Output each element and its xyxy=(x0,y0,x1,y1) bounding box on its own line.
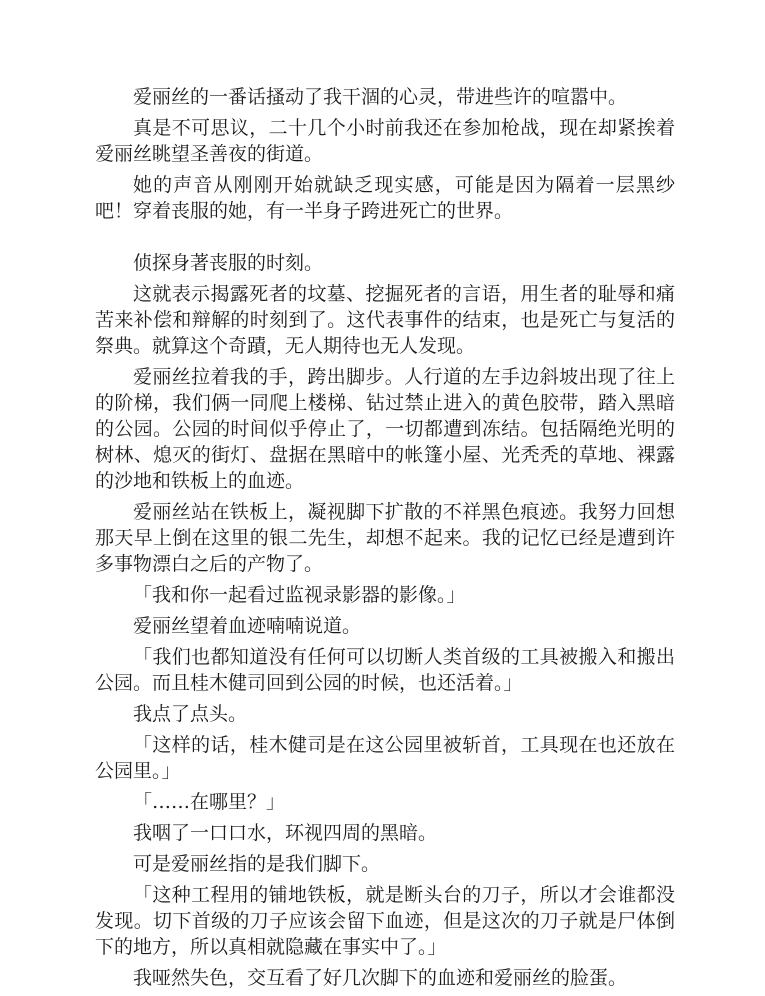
paragraph-1: 爱丽丝的一番话搔动了我干涸的心灵，带进些许的喧嚣中。 xyxy=(133,86,628,108)
text-body xyxy=(95,84,675,996)
dialogue-5: 「这种工程用的铺地铁板，就是断头台的刀子，所以才会谁都没发现。切下首级的刀子应该会留下血迹，但是这次的刀子就是尸体倒下的地方，所以真相就隐藏在事实中了。」 xyxy=(95,884,675,958)
paragraph-10: 我咽了一口口水，环视四周的黑暗。 xyxy=(133,822,438,844)
dialogue-4: 「……在哪里？」 xyxy=(133,791,286,813)
dialogue-2: 「我们也都知道没有任何可以切断人类首级的工具被搬入和搬出公园。而且桂木健司回到公园的时候，也还活着。」 xyxy=(95,646,675,694)
dialogue-3: 「这样的话，桂木健司是在这公园里被斩首，工具现在也还放在公园里。」 xyxy=(95,734,675,782)
paragraph-9: 我点了点头。 xyxy=(133,703,248,725)
paragraph-7: 爱丽丝站在铁板上，凝视脚下扩散的不祥黑色痕迹。我努力回想那天早上倒在这里的银二先生，却想不起来。我的记忆已经是遭到许多事物漂白之后的产物了。 xyxy=(95,501,675,575)
paragraph-12: 我哑然失色，交互看了好几次脚下的血迹和爱丽丝的脸蛋。 xyxy=(133,967,628,989)
paragraph-11: 可是爱丽丝指的是我们脚下。 xyxy=(133,853,381,875)
paragraph-2: 真是不可思议，二十几个小时前我还在参加枪战，现在却紧挨着爱丽丝眺望圣善夜的街道。 xyxy=(95,117,675,165)
paragraph-8: 爱丽丝望着血迹喃喃说道。 xyxy=(133,615,362,637)
paragraph-4: 侦探身著丧服的时刻。 xyxy=(133,252,324,274)
paragraph-6: 爱丽丝拉着我的手，跨出脚步。人行道的左手边斜坡出现了往上的阶梯，我们俩一同爬上楼梯、钻过禁止进入的黄色胶带，踏入黑暗的公园。公园的时间似乎停止了，一切都遭到冻结。包括隔绝光明的树林、熄灭的街灯、盘据在黑暗中的帐篷小屋、光秃秃的草地、裸露的沙地和铁板上的血迹。 xyxy=(95,366,675,492)
dialogue-1: 「我和你一起看过监视录影器的影像。」 xyxy=(133,584,466,606)
paragraph-3: 她的声音从刚刚开始就缺乏现实感，可能是因为隔着一层黑纱吧！穿着丧服的她，有一半身子跨进死亡的世界。 xyxy=(95,174,675,222)
paragraph-5: 这就表示揭露死者的坟墓、挖掘死者的言语，用生者的耻辱和痛苦来补偿和辩解的时刻到了。这代表事件的结束，也是死亡与复活的祭典。就算这个奇蹟，无人期待也无人发现。 xyxy=(95,283,675,357)
